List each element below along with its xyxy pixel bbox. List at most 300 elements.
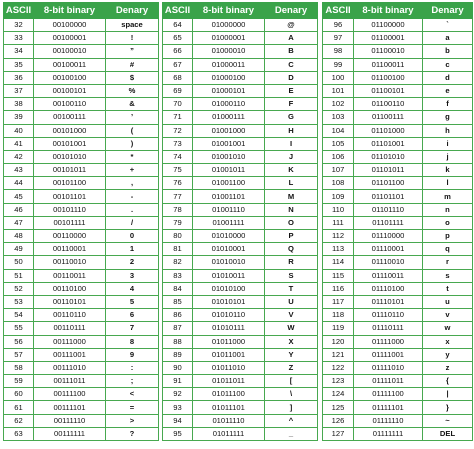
ascii-code-cell: 63 xyxy=(4,427,34,440)
ascii-code-cell: 41 xyxy=(4,137,34,150)
ascii-code-cell: 92 xyxy=(163,388,193,401)
table-row xyxy=(163,335,318,348)
denary-char-cell: J xyxy=(265,150,318,163)
header-denary: Denary xyxy=(106,3,159,19)
denary-char-cell: m xyxy=(423,190,473,203)
binary-cell: 01011011 xyxy=(193,375,265,388)
table-row xyxy=(323,19,473,32)
table-row xyxy=(323,401,473,414)
table-row xyxy=(163,401,318,414)
ascii-code-cell: 122 xyxy=(323,361,354,374)
ascii-code-cell: 79 xyxy=(163,216,193,229)
table-row xyxy=(323,164,473,177)
denary-char-cell: g xyxy=(423,111,473,124)
table-row xyxy=(4,98,159,111)
denary-char-cell: T xyxy=(265,282,318,295)
table-row xyxy=(323,216,473,229)
ascii-code-cell: 83 xyxy=(163,269,193,282)
binary-cell: 00101000 xyxy=(34,124,106,137)
binary-cell: 01011001 xyxy=(193,348,265,361)
table-row xyxy=(4,230,159,243)
table-row xyxy=(163,124,318,137)
denary-char-cell: a xyxy=(423,32,473,45)
denary-char-cell: 5 xyxy=(106,295,159,308)
ascii-code-cell: 50 xyxy=(4,256,34,269)
binary-cell: 01110011 xyxy=(354,269,423,282)
ascii-code-cell: 85 xyxy=(163,295,193,308)
ascii-code-cell: 118 xyxy=(323,309,354,322)
binary-cell: 01001100 xyxy=(193,177,265,190)
binary-cell: 01000000 xyxy=(193,19,265,32)
denary-char-cell: . xyxy=(106,203,159,216)
ascii-code-cell: 95 xyxy=(163,427,193,440)
denary-char-cell: f xyxy=(423,98,473,111)
ascii-code-cell: 77 xyxy=(163,190,193,203)
denary-char-cell: ( xyxy=(106,124,159,137)
ascii-code-cell: 68 xyxy=(163,71,193,84)
table-row xyxy=(323,348,473,361)
table-row xyxy=(163,375,318,388)
table-row xyxy=(163,177,318,190)
denary-char-cell: ^ xyxy=(265,414,318,427)
binary-cell: 01001011 xyxy=(193,164,265,177)
table-row xyxy=(4,45,159,58)
binary-cell: 01100001 xyxy=(354,32,423,45)
binary-cell: 01001111 xyxy=(193,216,265,229)
binary-cell: 01000100 xyxy=(193,71,265,84)
binary-cell: 01110000 xyxy=(354,230,423,243)
denary-char-cell: * xyxy=(106,150,159,163)
binary-cell: 01000001 xyxy=(193,32,265,45)
denary-char-cell: 1 xyxy=(106,243,159,256)
ascii-code-cell: 126 xyxy=(323,414,354,427)
ascii-code-cell: 49 xyxy=(4,243,34,256)
table-row xyxy=(163,388,318,401)
denary-char-cell: x xyxy=(423,335,473,348)
binary-cell: 00101110 xyxy=(34,203,106,216)
binary-cell: 00101001 xyxy=(34,137,106,150)
table-row xyxy=(163,295,318,308)
header-denary: Denary xyxy=(265,3,318,19)
ascii-code-cell: 100 xyxy=(323,71,354,84)
ascii-code-cell: 76 xyxy=(163,177,193,190)
table-row xyxy=(163,216,318,229)
denary-char-cell: W xyxy=(265,322,318,335)
table-row xyxy=(4,269,159,282)
ascii-code-cell: 111 xyxy=(323,216,354,229)
denary-char-cell: 9 xyxy=(106,348,159,361)
denary-char-cell: d xyxy=(423,71,473,84)
denary-char-cell: w xyxy=(423,322,473,335)
binary-cell: 00101011 xyxy=(34,164,106,177)
table-row xyxy=(4,177,159,190)
ascii-code-cell: 89 xyxy=(163,348,193,361)
binary-cell: 01101010 xyxy=(354,150,423,163)
ascii-code-cell: 48 xyxy=(4,230,34,243)
binary-cell: 01101001 xyxy=(354,137,423,150)
binary-cell: 01010100 xyxy=(193,282,265,295)
binary-cell: 01111010 xyxy=(354,361,423,374)
binary-cell: 01110101 xyxy=(354,295,423,308)
ascii-code-cell: 115 xyxy=(323,269,354,282)
binary-cell: 01111001 xyxy=(354,348,423,361)
denary-char-cell: C xyxy=(265,58,318,71)
table-row xyxy=(163,243,318,256)
table-row xyxy=(163,361,318,374)
ascii-code-cell: 39 xyxy=(4,111,34,124)
table-row xyxy=(4,361,159,374)
table-row xyxy=(323,427,473,440)
table-row xyxy=(323,177,473,190)
denary-char-cell: l xyxy=(423,177,473,190)
denary-char-cell: t xyxy=(423,282,473,295)
binary-cell: 00111011 xyxy=(34,375,106,388)
ascii-code-cell: 65 xyxy=(163,32,193,45)
denary-char-cell: < xyxy=(106,388,159,401)
ascii-code-cell: 127 xyxy=(323,427,354,440)
table-row xyxy=(4,124,159,137)
binary-cell: 00111100 xyxy=(34,388,106,401)
ascii-code-cell: 58 xyxy=(4,361,34,374)
binary-cell: 00110001 xyxy=(34,243,106,256)
table-row xyxy=(323,32,473,45)
denary-char-cell: j xyxy=(423,150,473,163)
table-row xyxy=(4,322,159,335)
denary-char-cell: ; xyxy=(106,375,159,388)
denary-char-cell: @ xyxy=(265,19,318,32)
binary-cell: 01111111 xyxy=(354,427,423,440)
table-row xyxy=(163,203,318,216)
ascii-code-cell: 73 xyxy=(163,137,193,150)
denary-char-cell: + xyxy=(106,164,159,177)
binary-cell: 01100100 xyxy=(354,71,423,84)
table-row xyxy=(163,111,318,124)
denary-char-cell: V xyxy=(265,309,318,322)
ascii-code-cell: 88 xyxy=(163,335,193,348)
binary-cell: 00100101 xyxy=(34,84,106,97)
table-row xyxy=(163,58,318,71)
table-row xyxy=(4,164,159,177)
ascii-code-cell: 52 xyxy=(4,282,34,295)
ascii-code-cell: 33 xyxy=(4,32,34,45)
table-row xyxy=(163,190,318,203)
table-row xyxy=(163,414,318,427)
denary-char-cell: k xyxy=(423,164,473,177)
binary-cell: 00100110 xyxy=(34,98,106,111)
table-row xyxy=(4,190,159,203)
ascii-code-cell: 43 xyxy=(4,164,34,177)
binary-cell: 01011111 xyxy=(193,427,265,440)
binary-cell: 00100000 xyxy=(34,19,106,32)
binary-cell: 01110100 xyxy=(354,282,423,295)
ascii-code-cell: 86 xyxy=(163,309,193,322)
table-row xyxy=(163,98,318,111)
binary-cell: 00110110 xyxy=(34,309,106,322)
binary-cell: 01110001 xyxy=(354,243,423,256)
denary-char-cell: 3 xyxy=(106,269,159,282)
denary-char-cell: I xyxy=(265,137,318,150)
table-row xyxy=(323,150,473,163)
ascii-code-cell: 103 xyxy=(323,111,354,124)
binary-cell: 01101000 xyxy=(354,124,423,137)
table-row xyxy=(163,150,318,163)
denary-char-cell: r xyxy=(423,256,473,269)
table-row xyxy=(323,375,473,388)
denary-char-cell: } xyxy=(423,401,473,414)
ascii-code-cell: 64 xyxy=(163,19,193,32)
binary-cell: 01010101 xyxy=(193,295,265,308)
table-row xyxy=(163,322,318,335)
ascii-code-cell: 81 xyxy=(163,243,193,256)
binary-cell: 00100100 xyxy=(34,71,106,84)
ascii-code-cell: 70 xyxy=(163,98,193,111)
denary-char-cell: ” xyxy=(106,45,159,58)
ascii-code-cell: 62 xyxy=(4,414,34,427)
denary-char-cell: $ xyxy=(106,71,159,84)
table-row xyxy=(323,98,473,111)
table-row xyxy=(323,414,473,427)
binary-cell: 01001001 xyxy=(193,137,265,150)
ascii-table-3 xyxy=(322,2,473,441)
denary-char-cell: u xyxy=(423,295,473,308)
denary-char-cell: 2 xyxy=(106,256,159,269)
denary-char-cell: E xyxy=(265,84,318,97)
denary-char-cell: A xyxy=(265,32,318,45)
table-row xyxy=(4,427,159,440)
denary-char-cell: % xyxy=(106,84,159,97)
ascii-code-cell: 121 xyxy=(323,348,354,361)
ascii-code-cell: 105 xyxy=(323,137,354,150)
binary-cell: 01100011 xyxy=(354,58,423,71)
ascii-code-cell: 94 xyxy=(163,414,193,427)
ascii-code-cell: 90 xyxy=(163,361,193,374)
table-row xyxy=(323,282,473,295)
binary-cell: 01110010 xyxy=(354,256,423,269)
denary-char-cell: | xyxy=(423,388,473,401)
ascii-code-cell: 67 xyxy=(163,58,193,71)
ascii-code-cell: 60 xyxy=(4,388,34,401)
binary-cell: 01010110 xyxy=(193,309,265,322)
denary-char-cell: [ xyxy=(265,375,318,388)
table-row xyxy=(163,32,318,45)
denary-char-cell: H xyxy=(265,124,318,137)
binary-cell: 00110111 xyxy=(34,322,106,335)
ascii-code-cell: 84 xyxy=(163,282,193,295)
ascii-code-cell: 102 xyxy=(323,98,354,111)
denary-char-cell: space xyxy=(106,19,159,32)
ascii-code-cell: 104 xyxy=(323,124,354,137)
binary-cell: 01010010 xyxy=(193,256,265,269)
binary-cell: 01110111 xyxy=(354,322,423,335)
table-row xyxy=(4,84,159,97)
header-binary: 8-bit binary xyxy=(193,3,265,19)
binary-cell: 00101111 xyxy=(34,216,106,229)
ascii-code-cell: 101 xyxy=(323,84,354,97)
table-row xyxy=(4,216,159,229)
table-row xyxy=(163,269,318,282)
denary-char-cell: q xyxy=(423,243,473,256)
table-row xyxy=(4,243,159,256)
ascii-code-cell: 44 xyxy=(4,177,34,190)
table-row xyxy=(323,269,473,282)
denary-char-cell: c xyxy=(423,58,473,71)
denary-char-cell: ! xyxy=(106,32,159,45)
ascii-code-cell: 116 xyxy=(323,282,354,295)
table-row xyxy=(4,295,159,308)
table-row xyxy=(4,71,159,84)
header-ascii: ASCII xyxy=(323,3,354,19)
table-row xyxy=(4,414,159,427)
binary-cell: 01000110 xyxy=(193,98,265,111)
denary-char-cell: DEL xyxy=(423,427,473,440)
ascii-code-cell: 93 xyxy=(163,401,193,414)
ascii-code-cell: 55 xyxy=(4,322,34,335)
denary-char-cell: D xyxy=(265,71,318,84)
binary-cell: 01011100 xyxy=(193,388,265,401)
binary-cell: 00111010 xyxy=(34,361,106,374)
table-row xyxy=(323,361,473,374)
denary-char-cell: n xyxy=(423,203,473,216)
table-row xyxy=(323,137,473,150)
denary-char-cell: - xyxy=(106,190,159,203)
table-row xyxy=(4,32,159,45)
ascii-code-cell: 46 xyxy=(4,203,34,216)
binary-cell: 00110101 xyxy=(34,295,106,308)
binary-cell: 01000111 xyxy=(193,111,265,124)
ascii-tables xyxy=(3,2,472,448)
table-row xyxy=(4,111,159,124)
table-row xyxy=(163,230,318,243)
binary-cell: 01000011 xyxy=(193,58,265,71)
table-row xyxy=(163,282,318,295)
binary-cell: 01000010 xyxy=(193,45,265,58)
ascii-code-cell: 82 xyxy=(163,256,193,269)
binary-cell: 01011110 xyxy=(193,414,265,427)
table-row xyxy=(323,84,473,97)
ascii-code-cell: 69 xyxy=(163,84,193,97)
table-row xyxy=(323,203,473,216)
binary-cell: 01010111 xyxy=(193,322,265,335)
table-header-row xyxy=(323,3,473,19)
binary-cell: 00100011 xyxy=(34,58,106,71)
denary-char-cell: \ xyxy=(265,388,318,401)
ascii-code-cell: 106 xyxy=(323,150,354,163)
denary-char-cell: , xyxy=(106,177,159,190)
binary-cell: 01100010 xyxy=(354,45,423,58)
binary-cell: 01011010 xyxy=(193,361,265,374)
ascii-code-cell: 35 xyxy=(4,58,34,71)
binary-cell: 01100000 xyxy=(354,19,423,32)
binary-cell: 00110011 xyxy=(34,269,106,282)
denary-char-cell: p xyxy=(423,230,473,243)
table-row xyxy=(163,84,318,97)
table-row xyxy=(4,203,159,216)
binary-cell: 00110100 xyxy=(34,282,106,295)
ascii-code-cell: 87 xyxy=(163,322,193,335)
header-ascii: ASCII xyxy=(163,3,193,19)
ascii-code-cell: 54 xyxy=(4,309,34,322)
table-row xyxy=(163,309,318,322)
ascii-code-cell: 96 xyxy=(323,19,354,32)
denary-char-cell: X xyxy=(265,335,318,348)
binary-cell: 01010011 xyxy=(193,269,265,282)
ascii-code-cell: 74 xyxy=(163,150,193,163)
table-row xyxy=(323,45,473,58)
ascii-table-2 xyxy=(162,2,318,441)
table-row xyxy=(4,348,159,361)
binary-cell: 01011000 xyxy=(193,335,265,348)
binary-cell: 00111001 xyxy=(34,348,106,361)
binary-cell: 00101010 xyxy=(34,150,106,163)
binary-cell: 01010001 xyxy=(193,243,265,256)
denary-char-cell: 7 xyxy=(106,322,159,335)
header-binary: 8-bit binary xyxy=(354,3,423,19)
ascii-code-cell: 120 xyxy=(323,335,354,348)
denary-char-cell: S xyxy=(265,269,318,282)
denary-char-cell: F xyxy=(265,98,318,111)
denary-char-cell: & xyxy=(106,98,159,111)
table-row xyxy=(4,282,159,295)
denary-char-cell: b xyxy=(423,45,473,58)
binary-cell: 01111011 xyxy=(354,375,423,388)
binary-cell: 01000101 xyxy=(193,84,265,97)
denary-char-cell: > xyxy=(106,414,159,427)
table-row xyxy=(163,164,318,177)
ascii-code-cell: 97 xyxy=(323,32,354,45)
table-row xyxy=(323,335,473,348)
denary-char-cell: B xyxy=(265,45,318,58)
binary-cell: 01011101 xyxy=(193,401,265,414)
table-row xyxy=(4,19,159,32)
denary-char-cell: ` xyxy=(423,19,473,32)
header-binary: 8-bit binary xyxy=(34,3,106,19)
binary-cell: 01010000 xyxy=(193,230,265,243)
ascii-code-cell: 72 xyxy=(163,124,193,137)
denary-char-cell: 4 xyxy=(106,282,159,295)
denary-char-cell: i xyxy=(423,137,473,150)
table-row xyxy=(163,427,318,440)
table-row xyxy=(323,309,473,322)
table-header-row xyxy=(163,3,318,19)
denary-char-cell: K xyxy=(265,164,318,177)
ascii-code-cell: 37 xyxy=(4,84,34,97)
table-row xyxy=(163,137,318,150)
ascii-code-cell: 47 xyxy=(4,216,34,229)
denary-char-cell: : xyxy=(106,361,159,374)
table-row xyxy=(323,322,473,335)
ascii-code-cell: 51 xyxy=(4,269,34,282)
denary-char-cell: o xyxy=(423,216,473,229)
table-row xyxy=(163,256,318,269)
binary-cell: 01111000 xyxy=(354,335,423,348)
binary-cell: 01001010 xyxy=(193,150,265,163)
denary-char-cell: ~ xyxy=(423,414,473,427)
denary-char-cell: M xyxy=(265,190,318,203)
binary-cell: 01001000 xyxy=(193,124,265,137)
ascii-code-cell: 36 xyxy=(4,71,34,84)
ascii-code-cell: 98 xyxy=(323,45,354,58)
denary-char-cell: ) xyxy=(106,137,159,150)
ascii-code-cell: 124 xyxy=(323,388,354,401)
binary-cell: 01110110 xyxy=(354,309,423,322)
ascii-code-cell: 61 xyxy=(4,401,34,414)
binary-cell: 01111110 xyxy=(354,414,423,427)
denary-char-cell: = xyxy=(106,401,159,414)
binary-cell: 01101011 xyxy=(354,164,423,177)
ascii-code-cell: 57 xyxy=(4,348,34,361)
table-row xyxy=(163,45,318,58)
table-row xyxy=(4,309,159,322)
